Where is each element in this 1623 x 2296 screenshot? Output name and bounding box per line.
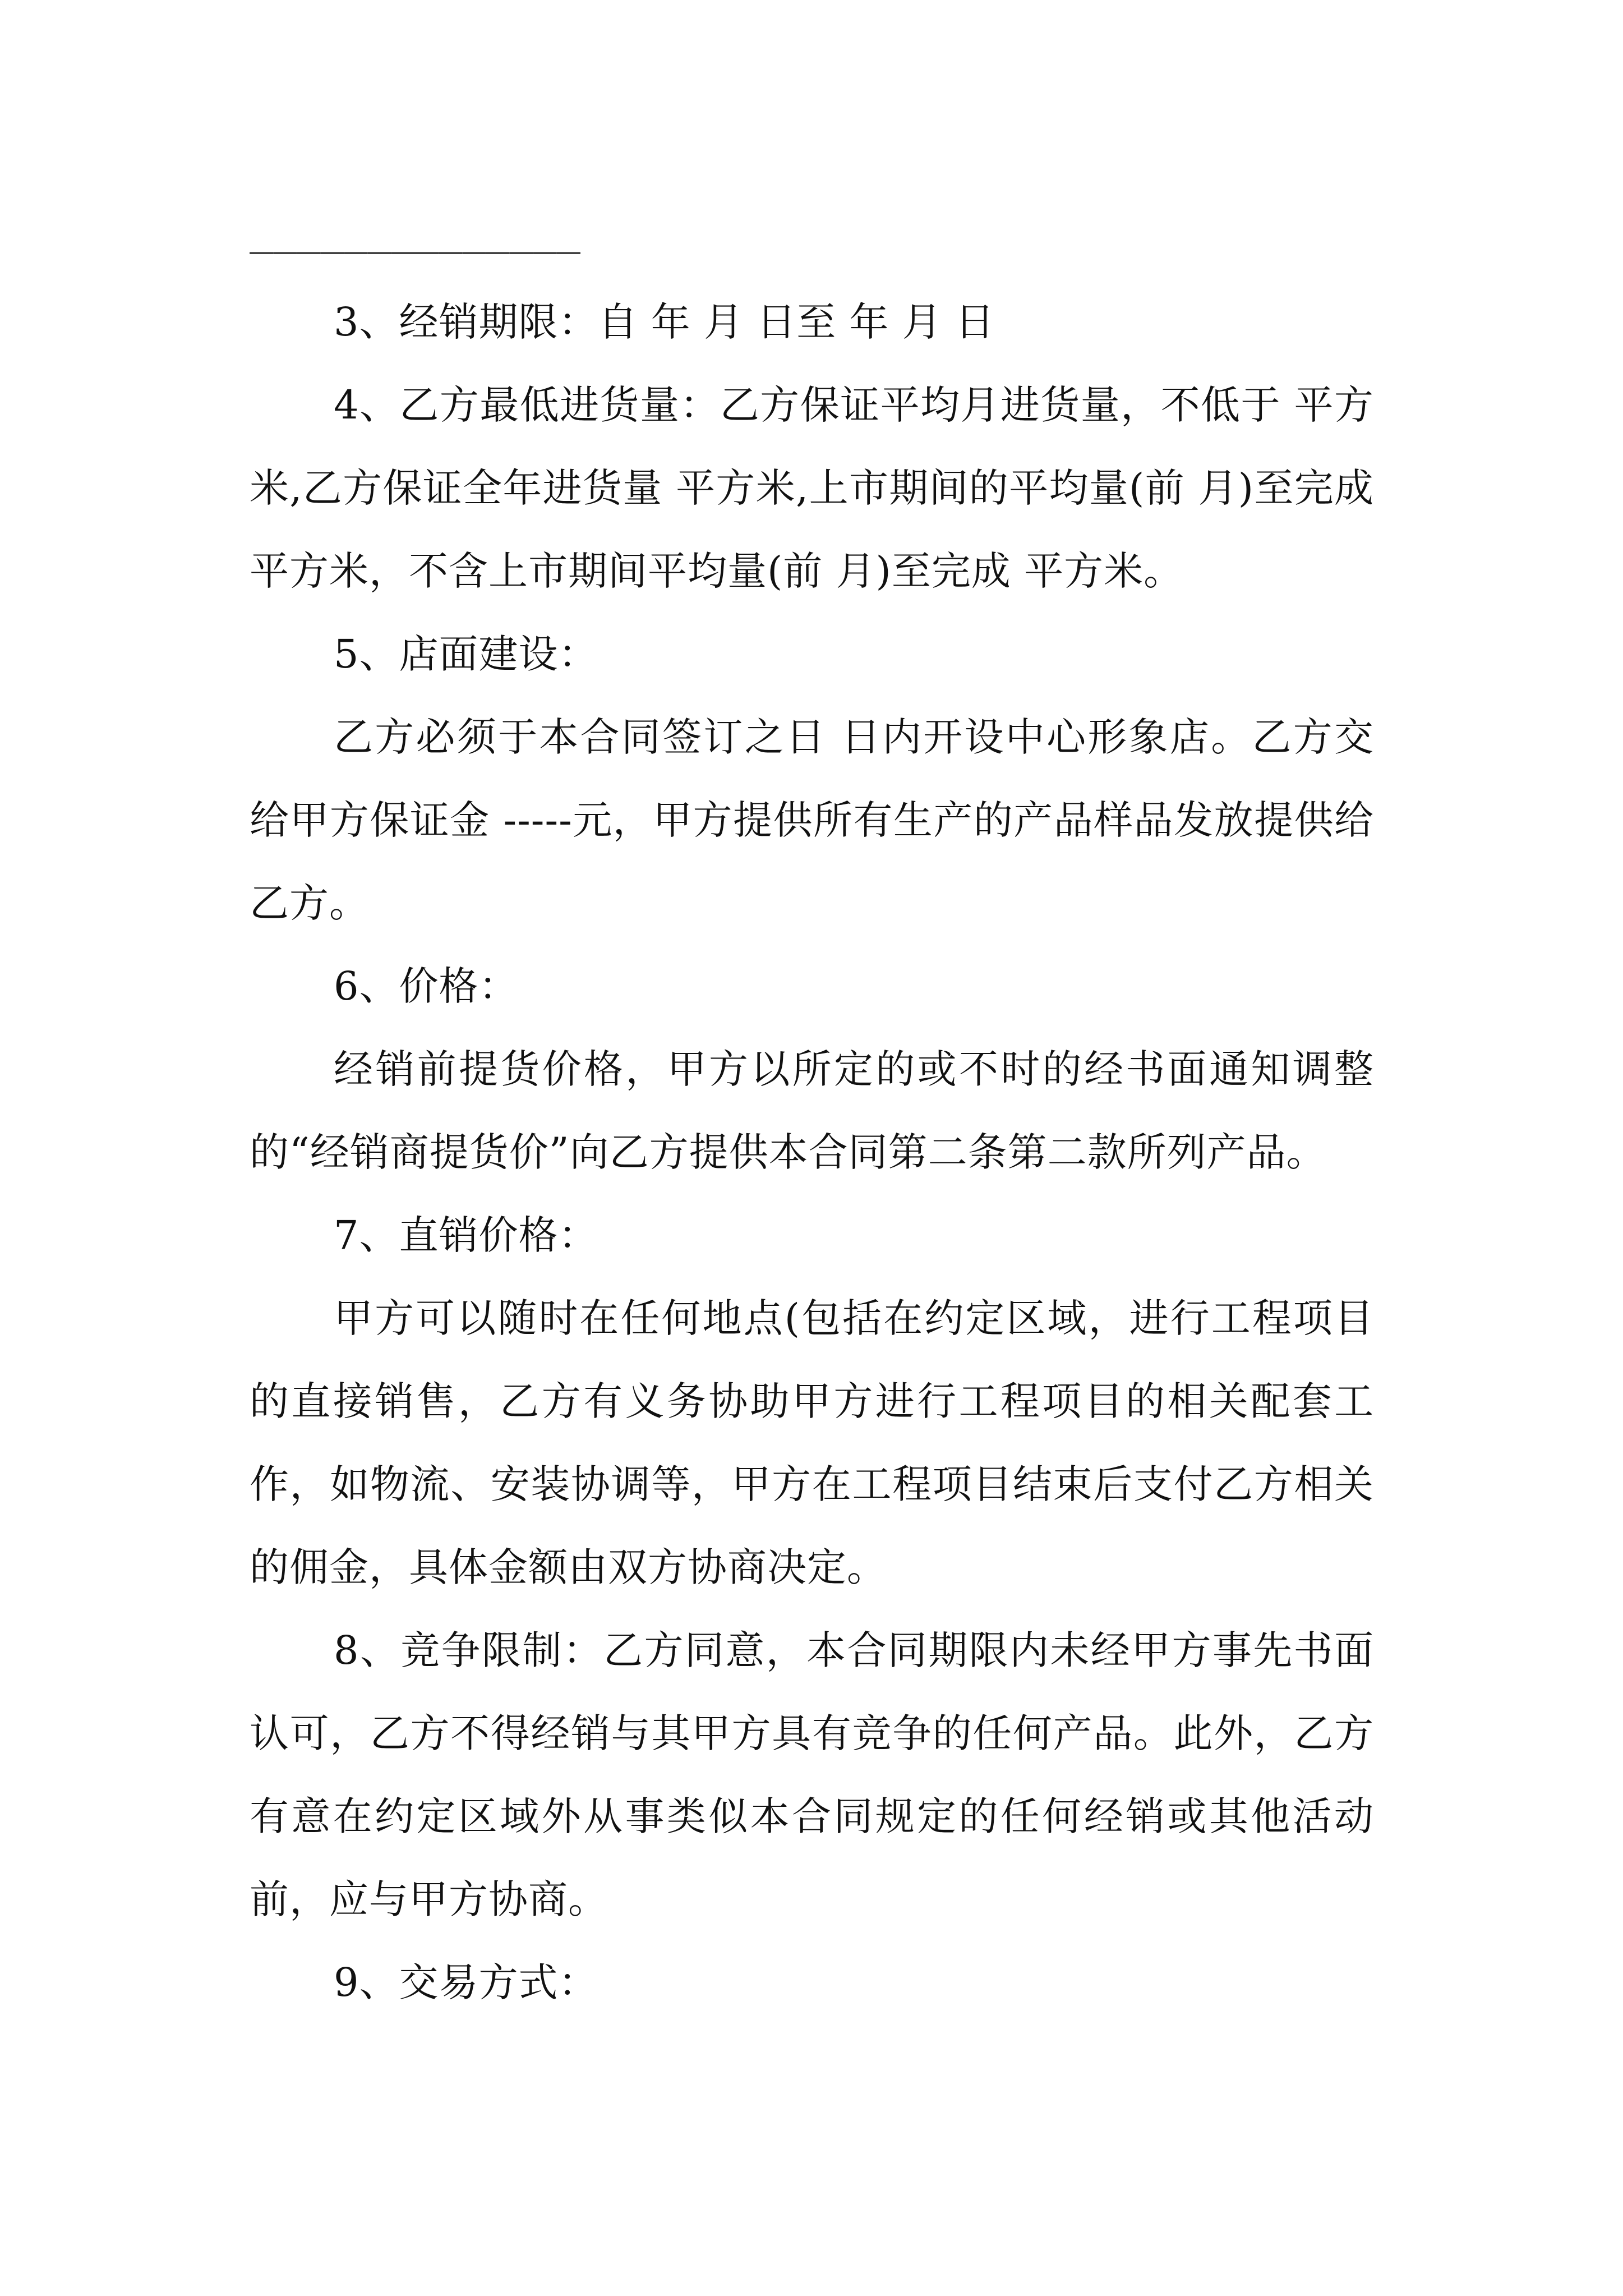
document-body — [250, 280, 1374, 2024]
clause-5-store-construction: 乙方必须于本合同签订之日 日内开设中心形象店。乙方交给甲方保证金 -----元，甲方提供所有生产的产品样品发放提供给乙方。 — [250, 714, 1374, 926]
clause-6-heading: 6、价格： — [334, 963, 519, 1009]
clause-7-direct-sales: 甲方可以随时在任何地点(包括在约定区域，进行工程项目的直接销售，乙方有义务协助甲方进行工程项目的相关配套工作，如物流、安装协调等，甲方在工程项目结束后支付乙方相关的佣金，具体金额由双方协商决定。 — [250, 1295, 1374, 1590]
clause-8-non-compete: 8、竞争限制：乙方同意，本合同期限内未经甲方事先书面认可，乙方不得经销与其甲方具有竞争的任何产品。此外，乙方有意在约定区域外从事类似本合同规定的任何经销或其他活动前，应与甲方协商。 — [250, 1627, 1374, 1922]
clause-6-price: 经销前提货价格，甲方以所定的或不时的经书面通知调整的“经销商提货价”向乙方提供本合同第二条第二款所列产品。 — [250, 1046, 1374, 1175]
clause-3-term: 3、经销期限：自 年 月 日至 年 月 日 — [334, 299, 995, 345]
leading-underline-rule: ______________ — [250, 208, 581, 254]
clause-4-minimum-purchase: 4、乙方最低进货量：乙方保证平均月进货量，不低于 平方米,乙方保证全年进货量 平方米,上市期间的平均量(前 月)至完成 平方米，不含上市期间平均量(前 月)至完成 平方米。 — [250, 382, 1374, 594]
clause-5-heading: 5、店面建设： — [334, 631, 598, 677]
clause-9-heading: 9、交易方式： — [334, 1959, 598, 2005]
clause-7-heading: 7、直销价格： — [334, 1212, 598, 1258]
